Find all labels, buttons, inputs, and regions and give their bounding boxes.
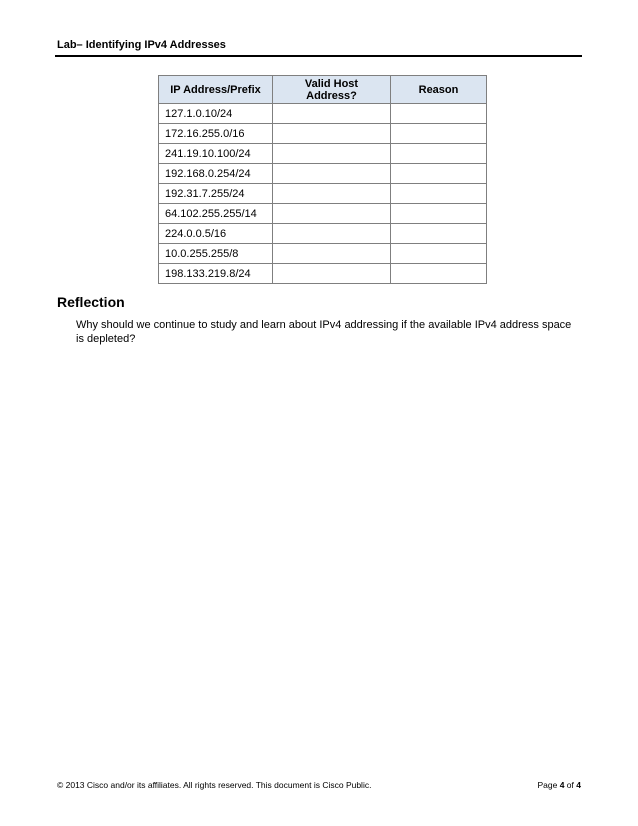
column-header-reason: Reason — [391, 76, 487, 104]
page-total: 4 — [576, 780, 581, 790]
valid-cell[interactable] — [273, 164, 391, 184]
reflection-question: Why should we continue to study and learn about IPv4 addressing if the available IPv4 address space is depleted? — [76, 319, 572, 345]
reason-cell[interactable] — [391, 244, 487, 264]
reflection-heading: Reflection — [57, 294, 125, 310]
ip-cell: 127.1.0.10/24 — [159, 104, 273, 124]
column-header-ip: IP Address/Prefix — [159, 76, 273, 104]
table-header-row — [159, 76, 487, 104]
page-of: of — [566, 780, 574, 790]
valid-cell[interactable] — [273, 124, 391, 144]
table-row — [159, 204, 487, 224]
footer-page-number — [537, 780, 581, 790]
valid-cell[interactable] — [273, 184, 391, 204]
ip-address-table — [158, 75, 487, 284]
valid-cell[interactable] — [273, 264, 391, 284]
ip-cell: 10.0.255.255/8 — [159, 244, 273, 264]
reason-cell[interactable] — [391, 104, 487, 124]
valid-cell[interactable] — [273, 224, 391, 244]
valid-cell[interactable] — [273, 204, 391, 224]
table-row — [159, 244, 487, 264]
reason-cell[interactable] — [391, 264, 487, 284]
ip-cell: 172.16.255.0/16 — [159, 124, 273, 144]
ip-cell: 64.102.255.255/14 — [159, 204, 273, 224]
reason-cell[interactable] — [391, 124, 487, 144]
reason-cell[interactable] — [391, 224, 487, 244]
ip-cell: 192.168.0.254/24 — [159, 164, 273, 184]
reason-cell[interactable] — [391, 204, 487, 224]
ip-cell: 192.31.7.255/24 — [159, 184, 273, 204]
valid-cell[interactable] — [273, 244, 391, 264]
reason-cell[interactable] — [391, 144, 487, 164]
table-row — [159, 264, 487, 284]
ip-cell: 224.0.0.5/16 — [159, 224, 273, 244]
ip-cell: 241.19.10.100/24 — [159, 144, 273, 164]
footer-copyright: © 2013 Cisco and/or its affiliates. All rights reserved. This document is Cisco Public. — [57, 780, 372, 790]
table-row — [159, 144, 487, 164]
table-row — [159, 104, 487, 124]
table-row — [159, 164, 487, 184]
header-divider — [55, 55, 582, 57]
table-row — [159, 184, 487, 204]
reason-cell[interactable] — [391, 164, 487, 184]
valid-cell[interactable] — [273, 144, 391, 164]
page-current: 4 — [559, 780, 565, 790]
page-prefix: Page — [537, 780, 558, 790]
ip-cell: 198.133.219.8/24 — [159, 264, 273, 284]
table-row — [159, 224, 487, 244]
page-header-title: Lab– Identifying IPv4 Addresses — [57, 39, 226, 51]
column-header-valid: Valid Host Address? — [273, 76, 391, 104]
valid-cell[interactable] — [273, 104, 391, 124]
reason-cell[interactable] — [391, 184, 487, 204]
table-row — [159, 124, 487, 144]
